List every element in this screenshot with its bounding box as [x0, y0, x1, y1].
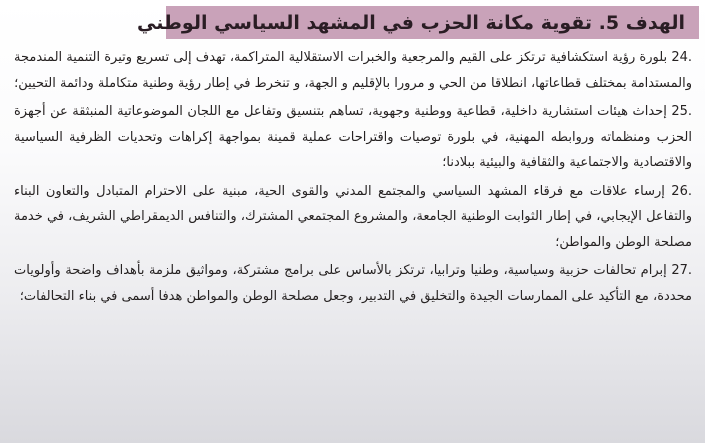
list-item [14, 45, 692, 96]
item-number: 24. [671, 50, 692, 65]
list-item [14, 99, 692, 176]
item-text: إبرام تحالفات حزبية وسياسية، وطنيا وترابيا، ترتكز بالأساس على برامج مشتركة، ومواثيق ملزمة بأهداف واضحة وأولويات محددة، مع التأكيد على الممارسات الجيدة والتخليق في التدبير، وجعل مصلحة الوطن والمواطن هدفا أسمى في بناء التحالفات؛ [14, 263, 692, 304]
item-number: 25. [671, 104, 692, 119]
section-heading-bar [137, 6, 699, 39]
item-text: إحداث هيئات استشارية داخلية، قطاعية ووطنية وجهوية، تساهم بتنسيق وتفاعل مع اللجان الموضوعاتية المنبثقة عن أجهزة الحزب ومنظماته وروابطه المهنية، في بلورة توصيات واقتراحات عملية قمينة بمواجهة إكراهات وتحديات الظرفية السياسية والاقتصادية والاجتماعية والثقافية والبيئية ببلادنا؛ [14, 104, 692, 170]
item-number: 26. [671, 183, 692, 199]
item-text: إرساء علاقات مع فرقاء المشهد السياسي والمجتمع المدني والقوى الحية، مبنية على الاحترام المتبادل والتعاون البناء والتفاعل الإيجابي، في إطار الثوابت الوطنية الجامعة، والمشروع المجتمعي المشترك، والتنافس الديمقراطي الشريف، في خدمة مصلحة الوطن والمواطن؛ [14, 183, 692, 250]
item-number: 27. [671, 263, 692, 278]
list-item [14, 179, 692, 256]
section-heading: الهدف 5. تقوية مكانة الحزب في المشهد السياسي الوطني [137, 11, 685, 34]
objectives-list [14, 45, 692, 312]
item-text: بلورة رؤية استكشافية ترتكز على القيم والمرجعية والخبرات الاستقلالية المتراكمة، تهدف إلى تسريع وتيرة التنمية المندمجة والمستدامة بمختلف قطاعاتها، انطلاقا من الحي و مرورا بالإقليم و الجهة، و تنخرط في إطار رؤية وطنية متكاملة ودائمة التحيين؛ [14, 50, 692, 91]
list-item [14, 258, 692, 309]
